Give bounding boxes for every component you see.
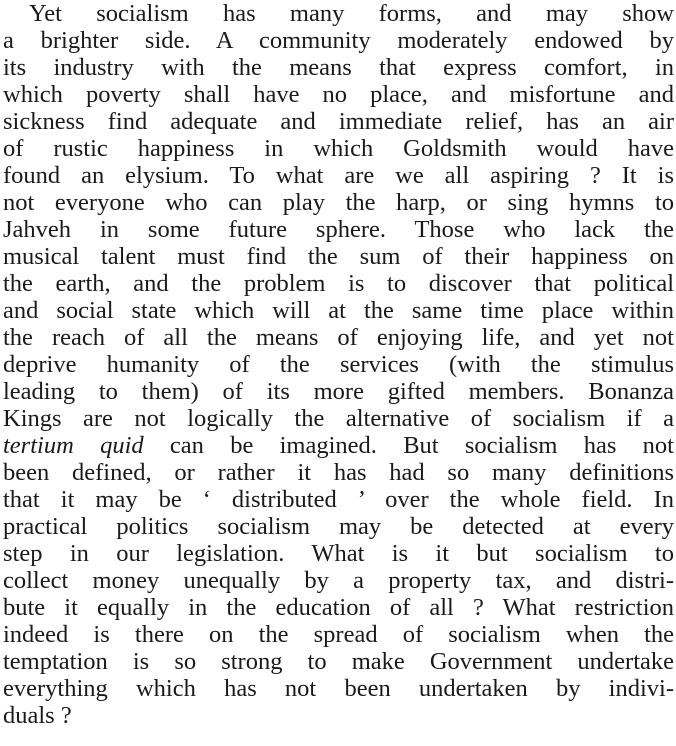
text-line: bute it equally in the education of all ? What restriction: [3, 594, 674, 621]
text-line: and social state which will at the same time place within: [3, 297, 674, 324]
text-line-rest: can be imagined. But socialism has not: [169, 432, 674, 459]
text-line: [3, 433, 674, 459]
text-line: everything which has not been undertaken by indivi-: [3, 675, 674, 702]
text-line: which poverty shall have no place, and misfortune and: [3, 81, 674, 108]
text-line: musical talent must find the sum of their happiness on: [3, 243, 674, 270]
text-line: leading to them) of its more gifted members. Bonanza: [3, 378, 674, 405]
document-page: [3, 0, 674, 746]
text-line: been defined, or rather it has had so many definitions: [3, 459, 674, 486]
text-line: Yet socialism has many forms, and may show: [29, 0, 674, 27]
text-line: temptation is so strong to make Government undertake: [3, 648, 674, 675]
text-line: that it may be ‘ distributed ’ over the whole field. In: [3, 486, 674, 513]
text-line: duals ?: [3, 702, 72, 729]
text-line: of rustic happiness in which Goldsmith would have: [3, 135, 674, 162]
text-line: sickness find adequate and immediate relief, has an air: [3, 108, 674, 135]
text-line: Jahveh in some future sphere. Those who lack the: [3, 216, 674, 243]
text-line: not everyone who can play the harp, or sing hymns to: [3, 189, 674, 216]
text-line: the reach of all the means of enjoying life, and yet not: [3, 324, 674, 351]
text-line: practical politics socialism may be detected at every: [3, 513, 674, 540]
text-line: deprive humanity of the services (with the stimulus: [3, 351, 674, 378]
text-line: indeed is there on the spread of socialism when the: [3, 621, 674, 648]
italic-phrase: tertium quid: [3, 432, 144, 459]
text-line: Kings are not logically the alternative of socialism if a: [3, 405, 674, 432]
text-line: a brighter side. A community moderately endowed by: [3, 27, 674, 54]
text-line: the earth, and the problem is to discover that political: [3, 270, 674, 297]
text-line: collect money unequally by a property tax, and distri-: [3, 567, 674, 594]
text-line: its industry with the means that express comfort, in: [3, 54, 674, 81]
text-line: found an elysium. To what are we all aspiring ? It is: [3, 162, 674, 189]
text-line: step in our legislation. What is it but socialism to: [3, 540, 674, 567]
